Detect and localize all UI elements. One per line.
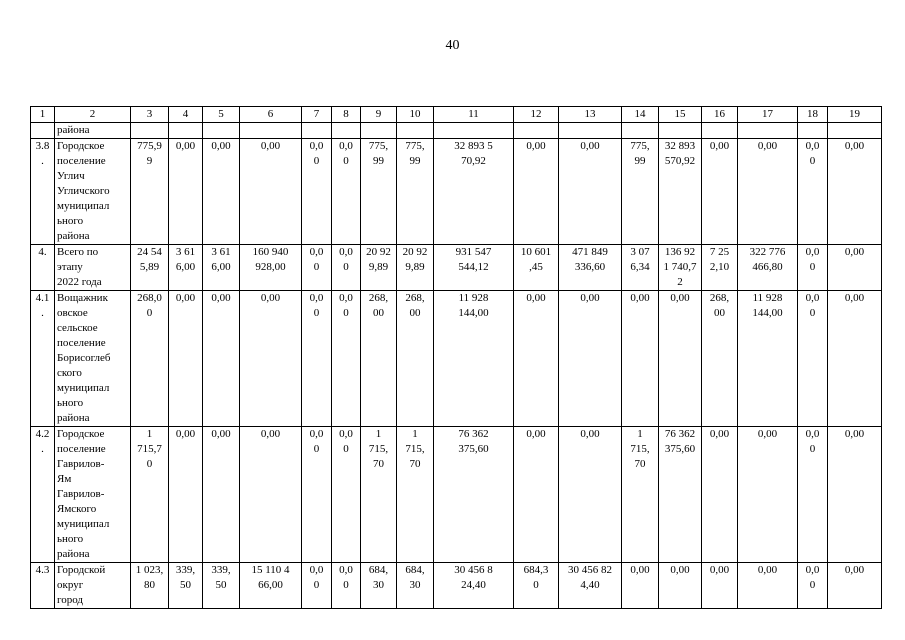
column-header: 2 — [55, 107, 131, 123]
value-cell: 684, 30 — [397, 563, 434, 609]
value-cell: 10 601 ,45 — [514, 245, 559, 291]
value-cell: 0,00 — [828, 563, 882, 609]
value-cell: 339, 50 — [169, 563, 203, 609]
value-cell: 0,00 — [659, 291, 702, 427]
column-header: 8 — [332, 107, 361, 123]
value-cell: 11 928 144,00 — [738, 291, 798, 427]
value-cell: 0,00 — [240, 291, 302, 427]
data-table — [30, 106, 882, 609]
value-cell: 0,00 — [514, 291, 559, 427]
value-cell: 268, 00 — [361, 291, 397, 427]
value-cell: 0,00 — [828, 291, 882, 427]
value-cell: 775, 99 — [397, 139, 434, 245]
value-cell — [302, 123, 332, 139]
value-cell: 0,00 — [828, 427, 882, 563]
value-cell: 684, 30 — [361, 563, 397, 609]
page-number: 40 — [445, 38, 460, 53]
value-cell: 15 110 4 66,00 — [240, 563, 302, 609]
value-cell: 0,00 — [659, 563, 702, 609]
row-number-cell — [31, 123, 55, 139]
value-cell: 0,00 — [559, 139, 622, 245]
value-cell — [203, 123, 240, 139]
value-cell — [240, 123, 302, 139]
value-cell — [702, 123, 738, 139]
value-cell: 0,0 0 — [798, 245, 828, 291]
value-cell: 0,00 — [203, 291, 240, 427]
value-cell: 0,0 0 — [302, 139, 332, 245]
value-cell: 339, 50 — [203, 563, 240, 609]
column-header: 11 — [434, 107, 514, 123]
value-cell: 76 362 375,60 — [659, 427, 702, 563]
header-row — [31, 107, 882, 123]
column-header: 3 — [131, 107, 169, 123]
row-number-cell: 4.2 . — [31, 427, 55, 563]
value-cell: 0,0 0 — [332, 245, 361, 291]
value-cell: 0,0 0 — [302, 427, 332, 563]
row-name-cell: района — [55, 123, 131, 139]
column-header: 7 — [302, 107, 332, 123]
value-cell: 0,0 0 — [332, 427, 361, 563]
value-cell — [659, 123, 702, 139]
column-header: 15 — [659, 107, 702, 123]
value-cell: 268,0 0 — [131, 291, 169, 427]
value-cell — [397, 123, 434, 139]
value-cell: 1 715,7 0 — [131, 427, 169, 563]
value-cell: 20 92 9,89 — [397, 245, 434, 291]
row-name-cell: Городской округ город — [55, 563, 131, 609]
value-cell — [798, 123, 828, 139]
row-name-cell: Вощажник овское сельское поселение Борисоглеб ского муниципал ьного района — [55, 291, 131, 427]
value-cell: 30 456 8 24,40 — [434, 563, 514, 609]
value-cell: 3 07 6,34 — [622, 245, 659, 291]
column-header: 14 — [622, 107, 659, 123]
value-cell: 0,00 — [240, 139, 302, 245]
value-cell: 268, 00 — [397, 291, 434, 427]
value-cell — [622, 123, 659, 139]
column-header: 6 — [240, 107, 302, 123]
value-cell: 0,00 — [240, 427, 302, 563]
value-cell: 0,00 — [828, 245, 882, 291]
value-cell: 0,0 0 — [302, 291, 332, 427]
value-cell — [169, 123, 203, 139]
value-cell — [434, 123, 514, 139]
column-header: 13 — [559, 107, 622, 123]
value-cell: 0,00 — [738, 427, 798, 563]
table-row — [31, 563, 882, 609]
value-cell: 0,00 — [203, 427, 240, 563]
value-cell — [361, 123, 397, 139]
value-cell — [559, 123, 622, 139]
value-cell: 0,00 — [169, 427, 203, 563]
value-cell: 1 715, 70 — [622, 427, 659, 563]
column-header: 19 — [828, 107, 882, 123]
value-cell: 0,0 0 — [302, 563, 332, 609]
value-cell: 931 547 544,12 — [434, 245, 514, 291]
value-cell: 0,00 — [702, 427, 738, 563]
value-cell: 0,00 — [702, 563, 738, 609]
value-cell: 1 715, 70 — [361, 427, 397, 563]
table-row — [31, 245, 882, 291]
table-row — [31, 427, 882, 563]
value-cell: 1 023, 80 — [131, 563, 169, 609]
row-name-cell: Городское поселение Гаврилов- Ям Гаврилов- Ямского муниципал ьного района — [55, 427, 131, 563]
value-cell — [131, 123, 169, 139]
value-cell — [828, 123, 882, 139]
value-cell: 775, 99 — [622, 139, 659, 245]
value-cell: 775,9 9 — [131, 139, 169, 245]
value-cell: 0,0 0 — [798, 139, 828, 245]
row-name-cell: Всего по этапу 2022 года — [55, 245, 131, 291]
value-cell: 0,0 0 — [332, 139, 361, 245]
value-cell: 0,00 — [514, 139, 559, 245]
value-cell: 0,0 0 — [332, 563, 361, 609]
value-cell — [332, 123, 361, 139]
value-cell: 160 940 928,00 — [240, 245, 302, 291]
value-cell: 0,00 — [203, 139, 240, 245]
table-row — [31, 123, 882, 139]
value-cell: 0,00 — [514, 427, 559, 563]
value-cell: 322 776 466,80 — [738, 245, 798, 291]
value-cell: 0,00 — [702, 139, 738, 245]
row-number-cell: 4.3 — [31, 563, 55, 609]
value-cell: 775, 99 — [361, 139, 397, 245]
value-cell: 0,00 — [738, 139, 798, 245]
column-header: 9 — [361, 107, 397, 123]
value-cell: 0,00 — [622, 563, 659, 609]
value-cell: 0,0 0 — [332, 291, 361, 427]
value-cell — [514, 123, 559, 139]
row-number-cell: 4.1 . — [31, 291, 55, 427]
value-cell: 3 61 6,00 — [169, 245, 203, 291]
column-header: 18 — [798, 107, 828, 123]
value-cell: 268, 00 — [702, 291, 738, 427]
value-cell: 0,00 — [169, 291, 203, 427]
value-cell: 30 456 82 4,40 — [559, 563, 622, 609]
value-cell: 0,0 0 — [302, 245, 332, 291]
value-cell: 1 715, 70 — [397, 427, 434, 563]
value-cell: 0,0 0 — [798, 427, 828, 563]
value-cell: 0,00 — [738, 563, 798, 609]
column-header: 16 — [702, 107, 738, 123]
value-cell: 471 849 336,60 — [559, 245, 622, 291]
value-cell: 7 25 2,10 — [702, 245, 738, 291]
column-header: 5 — [203, 107, 240, 123]
value-cell: 3 61 6,00 — [203, 245, 240, 291]
value-cell: 136 92 1 740,7 2 — [659, 245, 702, 291]
value-cell: 24 54 5,89 — [131, 245, 169, 291]
value-cell: 0,00 — [559, 291, 622, 427]
column-header: 12 — [514, 107, 559, 123]
value-cell: 0,00 — [828, 139, 882, 245]
value-cell: 0,00 — [622, 291, 659, 427]
table-row — [31, 139, 882, 245]
column-header: 4 — [169, 107, 203, 123]
value-cell: 20 92 9,89 — [361, 245, 397, 291]
value-cell: 0,0 0 — [798, 563, 828, 609]
column-header: 1 — [31, 107, 55, 123]
value-cell: 11 928 144,00 — [434, 291, 514, 427]
value-cell — [738, 123, 798, 139]
value-cell: 0,00 — [169, 139, 203, 245]
value-cell: 0,00 — [559, 427, 622, 563]
value-cell: 32 893 570,92 — [659, 139, 702, 245]
value-cell: 76 362 375,60 — [434, 427, 514, 563]
value-cell: 32 893 5 70,92 — [434, 139, 514, 245]
table-row — [31, 291, 882, 427]
column-header: 10 — [397, 107, 434, 123]
column-header: 17 — [738, 107, 798, 123]
row-number-cell: 4. — [31, 245, 55, 291]
row-number-cell: 3.8 . — [31, 139, 55, 245]
value-cell: 0,0 0 — [798, 291, 828, 427]
row-name-cell: Городское поселение Углич Угличского муниципал ьного района — [55, 139, 131, 245]
value-cell: 684,3 0 — [514, 563, 559, 609]
